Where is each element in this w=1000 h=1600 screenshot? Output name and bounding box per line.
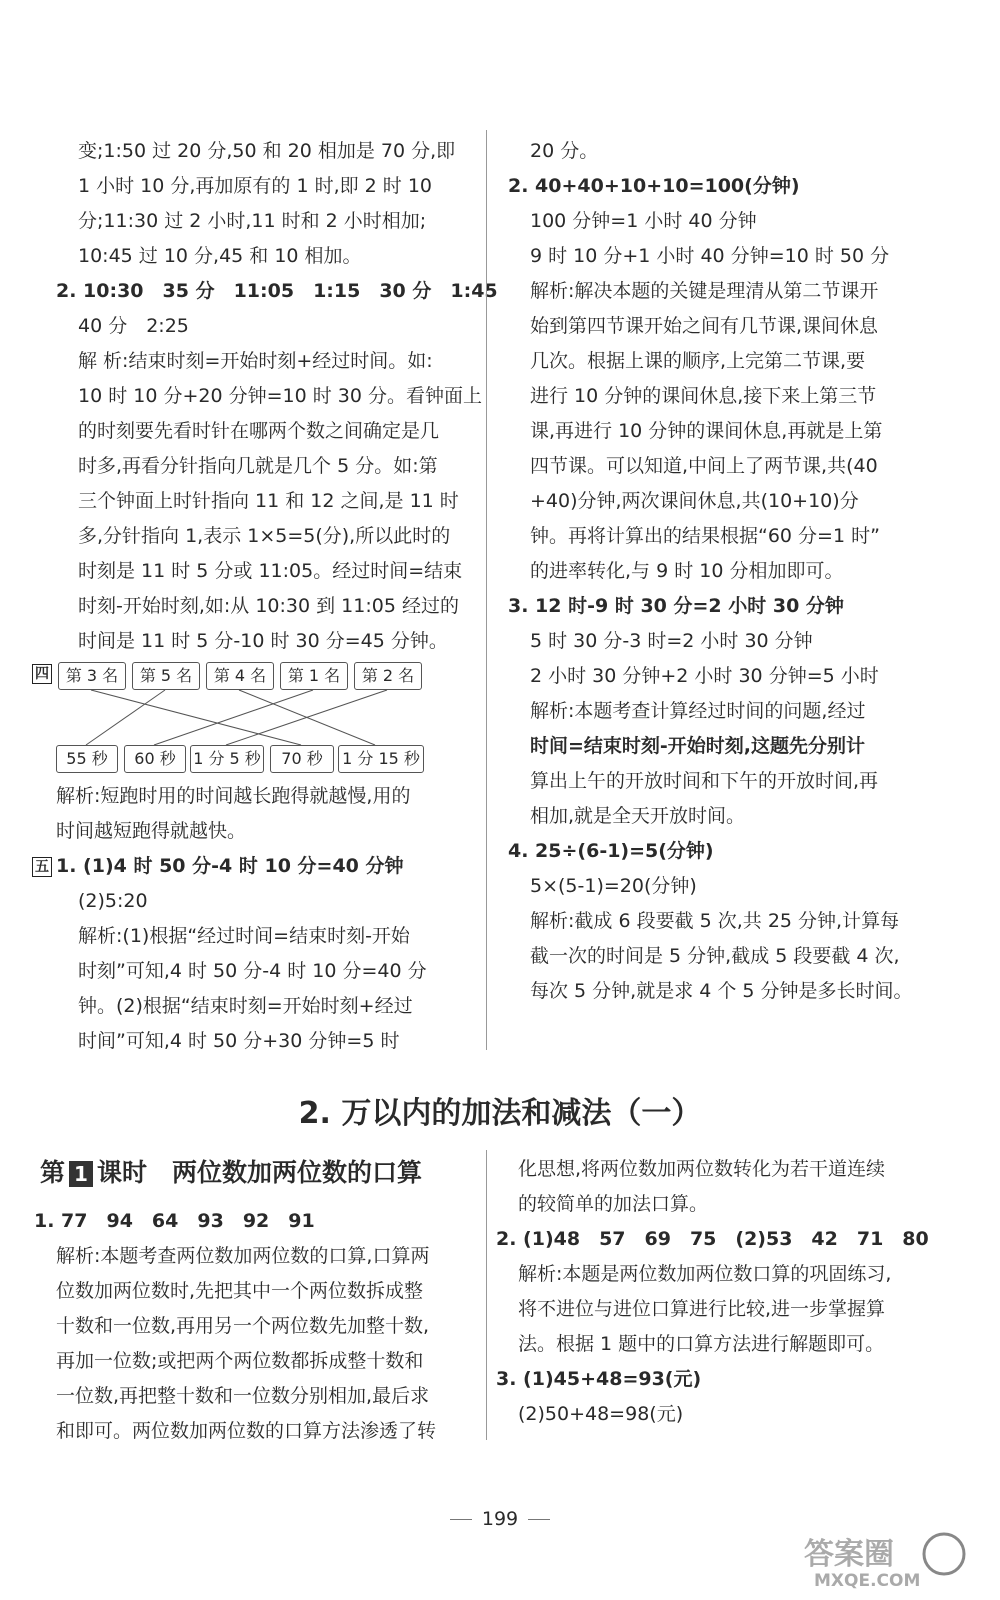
answer-line: 4. 25÷(6-1)=5(分钟)	[508, 840, 714, 862]
match-line	[91, 690, 301, 745]
time-box: 60 秒	[124, 745, 186, 773]
dash-left	[450, 1519, 472, 1520]
time-box: 1 分 15 秒	[338, 745, 424, 773]
text-line: 的时刻要先看时针在哪两个数之间确定是几	[78, 420, 440, 442]
match-line	[239, 690, 375, 745]
text-line: 9 时 10 分+1 小时 40 分钟=10 时 50 分	[530, 245, 890, 267]
section-five-marker: 五	[32, 857, 52, 877]
rank-box: 第 1 名	[280, 662, 348, 690]
text-line: 10 时 10 分+20 分钟=10 时 30 分。看钟面上	[78, 385, 483, 407]
answer-line: 2. 40+40+10+10=100(分钟)	[508, 175, 800, 197]
lesson-number: 1	[69, 1161, 93, 1187]
text-line: 时间=结束时刻-开始时刻,这题先分别计	[530, 735, 866, 757]
rank-box: 第 2 名	[354, 662, 422, 690]
rank-box: 第 4 名	[206, 662, 274, 690]
text-line: 时刻”可知,4 时 50 分-4 时 10 分=40 分	[78, 960, 427, 982]
analysis-line: 解析:解决本题的关键是理清从第二节课开	[530, 280, 879, 302]
text-line: 2 小时 30 分钟+2 小时 30 分钟=5 小时	[530, 665, 879, 687]
text-line: 时刻-开始时刻,如:从 10:30 到 11:05 经过的	[78, 595, 459, 617]
analysis-line: 解 析:结束时刻=开始时刻+经过时间。如:	[78, 350, 433, 372]
text-line: 的进率转化,与 9 时 10 分相加即可。	[530, 560, 844, 582]
text-line: 一位数,再把整十数和一位数分别相加,最后求	[56, 1385, 430, 1407]
left-column	[56, 134, 498, 659]
text-line: 十数和一位数,再用另一个两位数先加整十数,	[56, 1315, 430, 1337]
bottom-right-column	[496, 1152, 956, 1432]
stamp-url: MXQE.COM	[814, 1571, 921, 1590]
left-column-section-five	[56, 849, 466, 1059]
text-line: 法。根据 1 题中的口算方法进行解题即可。	[518, 1333, 885, 1355]
section-four-marker: 四	[32, 664, 52, 684]
text-line: 时间”可知,4 时 50 分+30 分钟=5 时	[78, 1030, 400, 1052]
text-line: 课,再进行 10 分钟的课间休息,再就是上第	[530, 420, 883, 442]
stamp-mark: 答案圈	[804, 1537, 894, 1572]
text-line: 10:45 过 10 分,45 和 10 相加。	[78, 245, 362, 267]
text-line: 时间是 11 时 5 分-10 时 30 分=45 分钟。	[78, 630, 448, 652]
text-line: +40)分钟,两次课间休息,共(10+10)分	[530, 490, 859, 512]
bottom-left-column	[34, 1204, 474, 1449]
lesson-title	[40, 1156, 422, 1190]
column-divider	[486, 130, 487, 1050]
analysis-line: 解析:本题考查两位数加两位数的口算,口算两	[56, 1245, 430, 1267]
column-divider-bottom	[486, 1150, 487, 1440]
text-line: 化思想,将两位数加两位数转化为若干道连续	[518, 1158, 886, 1180]
watermark-stamp-graphic	[794, 1530, 984, 1590]
text-line: 100 分钟=1 小时 40 分钟	[530, 210, 757, 232]
page-number-text: 199	[481, 1508, 519, 1530]
watermark-stamp	[794, 1530, 984, 1590]
text-line: 变;1:50 过 20 分,50 和 20 相加是 70 分,即	[78, 140, 456, 162]
text-line: 1 小时 10 分,再加原有的 1 时,即 2 时 10	[78, 175, 433, 197]
analysis-line: 解析:本题是两位数加两位数口算的巩固练习,	[518, 1263, 892, 1285]
match-line	[86, 690, 165, 745]
rank-box: 第 5 名	[132, 662, 200, 690]
analysis-line: 解析:(1)根据“经过时间=结束时刻-开始	[78, 925, 410, 947]
analysis-line: 解析:截成 6 段要截 5 次,共 25 分钟,计算每	[530, 910, 900, 932]
text-line: 钟。再将计算出的结果根据“60 分=1 时”	[530, 525, 880, 547]
lesson-prefix: 第	[40, 1158, 66, 1187]
text-line: 始到第四节课开始之间有几节课,课间休息	[530, 315, 879, 337]
text-line: 再加一位数;或把两个两位数都拆成整十数和	[56, 1350, 424, 1372]
text-line: 算出上午的开放时间和下午的开放时间,再	[530, 770, 879, 792]
text-line: 分;11:30 过 2 小时,11 时和 2 小时相加;	[78, 210, 427, 232]
text-line: 20 分。	[530, 140, 599, 162]
text-line: 5×(5-1)=20(分钟)	[530, 875, 697, 897]
text-line: 时刻是 11 时 5 分或 11:05。经过时间=结束	[78, 560, 463, 582]
text-line: 时间越短跑得就越快。	[56, 820, 247, 842]
page-number	[0, 1508, 1000, 1530]
text-line: 钟。(2)根据“结束时刻=开始时刻+经过	[78, 995, 413, 1017]
text-line: 5 时 30 分-3 时=2 小时 30 分钟	[530, 630, 813, 652]
text-line: 四节课。可以知道,中间上了两节课,共(40	[530, 455, 878, 477]
text-line: (2)50+48=98(元)	[518, 1403, 684, 1425]
text-line: 几次。根据上课的顺序,上完第二节课,要	[530, 350, 866, 372]
lesson-suffix: 课时 两位数加两位数的口算	[97, 1158, 423, 1187]
time-box: 70 秒	[270, 745, 334, 773]
answer-line: 2. (1)48 57 69 75 (2)53 42 71 80	[496, 1228, 929, 1250]
text-line: 截一次的时间是 5 分钟,截成 5 段要截 4 次,	[530, 945, 900, 967]
analysis-line: 解析:短跑时用的时间越长跑得就越慢,用的	[56, 785, 411, 807]
text-line: 相加,就是全天开放时间。	[530, 805, 746, 827]
dash-right	[528, 1519, 550, 1520]
chapter-title: 2. 万以内的加法和减法（一）	[298, 1096, 702, 1131]
answer-line: 1. (1)4 时 50 分-4 时 10 分=40 分钟	[56, 855, 404, 877]
analysis-line: 解析:本题考查计算经过时间的问题,经过	[530, 700, 866, 722]
answer-line: 3. (1)45+48=93(元)	[496, 1368, 702, 1390]
rank-box: 第 3 名	[58, 662, 126, 690]
left-column-lower	[56, 779, 466, 849]
text-line: 每次 5 分钟,就是求 4 个 5 分钟是多长时间。	[530, 980, 913, 1002]
answer-line: 2. 10:30 35 分 11:05 1:15 30 分 1:45	[56, 280, 498, 302]
text-line: 和即可。两位数加两位数的口算方法渗透了转	[56, 1420, 437, 1442]
text-line: 40 分 2:25	[78, 315, 189, 337]
text-line: 多,分针指向 1,表示 1×5=5(分),所以此时的	[78, 525, 451, 547]
match-line	[154, 690, 313, 745]
text-line: 位数加两位数时,先把其中一个两位数拆成整	[56, 1280, 424, 1302]
right-column	[508, 134, 938, 1009]
answer-line: 3. 12 时-9 时 30 分=2 小时 30 分钟	[508, 595, 844, 617]
text-line: 将不进位与进位口算进行比较,进一步掌握算	[518, 1298, 886, 1320]
text-line: 进行 10 分钟的课间休息,接下来上第三节	[530, 385, 877, 407]
match-line	[226, 690, 387, 745]
text-line: 的较简单的加法口算。	[518, 1193, 709, 1215]
text-line: 三个钟面上时针指向 11 和 12 之间,是 11 时	[78, 490, 459, 512]
text-line: (2)5:20	[78, 890, 148, 912]
text-line: 时多,再看分针指向几就是几个 5 分。如:第	[78, 455, 438, 477]
time-box: 1 分 5 秒	[190, 745, 264, 773]
answer-line: 1. 77 94 64 93 92 91	[34, 1210, 315, 1232]
time-box: 55 秒	[56, 745, 118, 773]
